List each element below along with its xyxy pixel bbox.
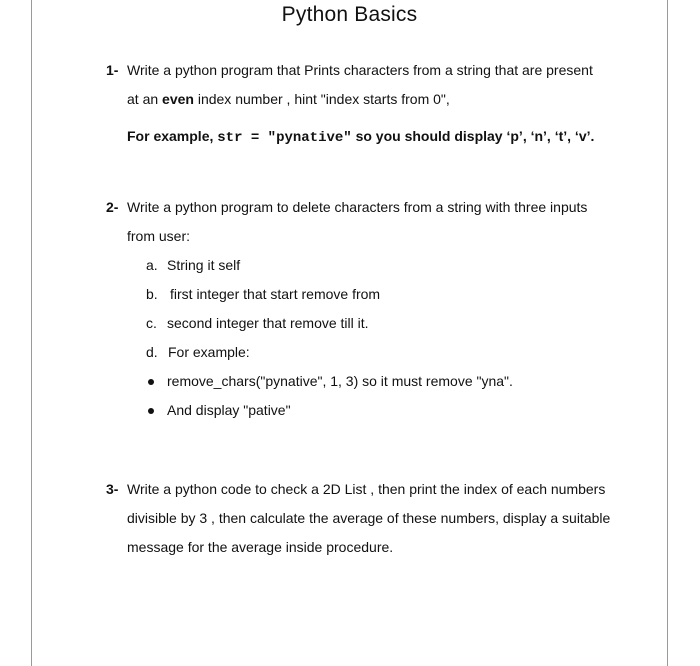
question-3-line-2: divisible by 3 , then calculate the average of these numbers, display a suitable bbox=[127, 510, 611, 526]
question-1-line-2 bbox=[127, 91, 450, 107]
bullet-dot-icon bbox=[148, 408, 154, 414]
list-item-text: first integer that start remove from bbox=[170, 286, 381, 302]
list-item-marker: b. bbox=[146, 286, 158, 302]
question-2-number: 2- bbox=[106, 199, 119, 215]
bullet-item-text: And display "pative" bbox=[167, 402, 291, 418]
list-item-marker: a. bbox=[146, 257, 158, 273]
list-item-text: String it self bbox=[167, 257, 241, 273]
list-item-marker: c. bbox=[146, 315, 157, 331]
question-3-line-1: Write a python code to check a 2D List , then print the index of each numbers bbox=[127, 481, 606, 497]
list-item-text: For example: bbox=[168, 344, 250, 360]
question-2-line-1: Write a python program to delete characters from a string with three inputs bbox=[127, 199, 588, 215]
question-1-line-1: Write a python program that Prints characters from a string that are present bbox=[127, 62, 593, 78]
question-3-line-3: message for the average inside procedure. bbox=[127, 539, 394, 555]
question-1-emphasis: even bbox=[162, 91, 194, 107]
question-1-example bbox=[127, 128, 594, 146]
bullet-item-text: remove_chars("pynative", 1, 3) so it must remove "yna". bbox=[167, 373, 513, 389]
bullet-dot-icon bbox=[148, 379, 154, 385]
question-1-number: 1- bbox=[106, 62, 119, 78]
question-2-line-2: from user: bbox=[127, 228, 191, 244]
list-item-text: second integer that remove till it. bbox=[167, 315, 369, 331]
question-1-line-2-pre: at an bbox=[127, 91, 163, 107]
page-title: Python Basics bbox=[281, 3, 418, 26]
question-1-example-post: so you should display ‘p’, ‘n’, ‘t’, ‘v’. bbox=[351, 128, 595, 144]
question-1-example-pre: For example, bbox=[127, 128, 218, 144]
document-page bbox=[31, 0, 668, 666]
question-3-number: 3- bbox=[106, 481, 119, 497]
list-item-marker: d. bbox=[146, 344, 158, 360]
question-1-line-2-post: index number , hint "index starts from 0", bbox=[193, 91, 450, 107]
question-1-example-code: str = "pynative" bbox=[217, 130, 352, 146]
